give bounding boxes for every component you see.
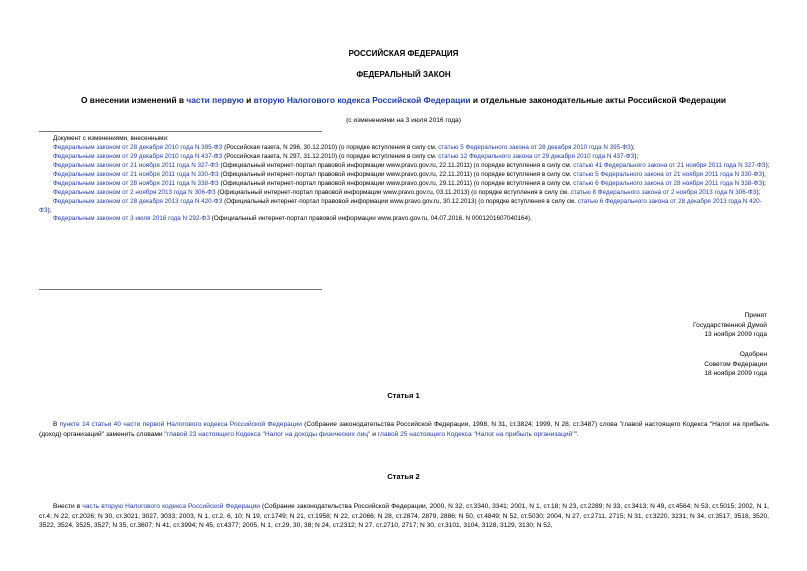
change-article-link[interactable]: статью 12 Федерального закона от 29 декабря 2010 года N 437-ФЗ [438,152,635,160]
change-tail: ); [762,179,766,187]
a1-text-b: (Собрание законодательства Российской Федерации, 1998, N 31, ст.3824; 1999, N 28, ст.3487) слова "главой настоящего Кодекса "Налог на прибыль (доход) организаций" заменить словами " [39,421,769,438]
article-2-paragraph [39,502,769,531]
a1-link-chapter-23[interactable]: главой 23 настоящего Кодекса "Налог на доходы физических лиц" [166,430,371,438]
a1-link-chapter-25[interactable]: главой 25 настоящего Кодекса "Налог на прибыль организаций" [377,430,575,438]
change-tail: ); [47,206,52,214]
change-law-link[interactable]: Федеральным законом от 28 ноября 2011 года N 338-ФЗ [53,179,219,187]
change-law-link[interactable]: Федеральным законом от 2 ноября 2013 года N 306-ФЗ [53,188,216,196]
approved-line-3: 18 ноября 2009 года [704,370,767,378]
change-article-link[interactable]: статью 6 Федерального закона от 28 декабря 2013 года N 420-ФЗ [39,197,762,214]
approved-line-2: Советом Федерации [704,360,767,368]
change-law-link[interactable]: Федеральным законом от 3 июля 2016 года N 292-ФЗ [53,215,211,223]
change-text: (Официальный интернет-портал правовой информации www.pravo.gov.ru, 03.11.2013) (о порядке вступления в силу см. [215,188,571,196]
change-item [39,198,774,216]
approved-line-1: Одобрен [739,351,767,358]
adopted-line-2: Государственной Думой [693,321,767,329]
change-item [39,162,774,171]
change-item [39,171,774,180]
change-item [39,189,774,198]
a1-text-a: В [53,421,60,428]
revision-subtitle: (с изменениями на 3 июля 2016 года) [346,117,461,124]
change-item [39,153,774,162]
country-heading: РОССИЙСКАЯ ФЕДЕРАЦИЯ [348,49,459,58]
change-item [39,180,774,189]
change-law-link[interactable]: Федеральным законом от 29 декабря 2010 года N 437-ФЗ [53,152,223,160]
change-text: (Официальный интернет-портал правовой информации www.pravo.gov.ru, 30.12.2013) (о порядке вступления в силу см. [222,197,578,205]
adopted-line-3: 13 ноября 2009 года [704,331,767,339]
adopted-block [693,311,767,340]
title-post: и отдельные законодательные акты Российской Федерации [470,95,727,105]
title-link-part-two[interactable]: вторую Налогового кодекса Российской Федерации [253,95,471,105]
change-text: (Российская газета, N 296, 30.12.2010) (о порядке вступления в силу см. [222,143,439,151]
law-type-heading: ФЕДЕРАЛЬНЫЙ ЗАКОН [356,70,451,79]
change-article-link[interactable]: статью 5 Федерального закона от 21 ноября 2011 года N 330-ФЗ [573,170,763,178]
change-text: (Российская газета, N 297, 31.12.2010) (о порядке вступления в силу см. [222,152,439,160]
changes-bottom-rule [39,289,322,290]
title-pre: О внесении изменений в [80,95,187,105]
article-2-heading: Статья 2 [387,472,420,481]
a2-text-b: (Собрание законодательства Российской Федерации, 2000, N 32, ст.3340, 3341; 2001, N 1, ст.18; N 23, ст.2289; N 33, ст.3413; N 49, ст.4564; N 53, ст.5015; 2002, N 1, ст.4; N 22, ст.2026; N 30, ст.3021, 3027, 3033; 2003, N 1, ст.2, 6, 10; N 19, ст.1749; N 21, ст.1958; N 22, ст.2066; N 28, ст.2874, 2879, 2886; N 50, ст.4849; N 52, ст.5030; 2004, N 27, ст.2711, 2715; N 31, ст.3220, 3231; N 34, ст.3517, 3518, 3520, 3522, 3524, 3525, 3527; N 35, ст.3607; N 41, ст.3994; N 45, ст.4377; 2005, N 1, ст.29, 30, 38; N 24, ст.2312; N 27, ст.2710, 2717; N 30, ст.3101, 3104, 3128, 3129, 3130; N 52, [39,503,770,530]
change-text: (Официальный интернет-портал правовой информации www.pravo.gov.ru, 22.11.2011) (о порядке вступления в силу см. [218,161,574,169]
change-law-link[interactable]: Федеральным законом от 28 декабря 2010 года N 395-ФЗ [53,143,223,151]
article-1-heading: Статья 1 [387,391,420,400]
change-law-link[interactable]: Федеральным законом от 21 ноября 2011 года N 327-ФЗ [53,161,219,169]
a1-text-c: и [370,430,378,438]
a1-link-point-14[interactable]: пункте 14 статьи 40 части первой Налогового кодекса Российской Федерации [59,421,302,428]
change-item [39,144,774,153]
change-article-link[interactable]: статью 6 Федерального закона от 28 ноября 2011 года N 338-ФЗ [573,179,763,187]
a2-text-a: Внести в [53,503,83,510]
changes-top-rule [39,131,322,132]
change-article-link[interactable]: статью 8 Федерального закона от 2 ноября 2013 года N 306-ФЗ [570,188,757,196]
change-text: (Официальный интернет-портал правовой информации www.pravo.gov.ru, 29.11.2011) (о порядке вступления в силу см. [218,179,574,187]
change-tail: ); [630,143,635,151]
change-tail: ); [765,161,770,169]
change-article-link[interactable]: статью 5 Федерального закона от 28 декабря 2010 года N 395-ФЗ [438,143,631,151]
change-law-link[interactable]: Федеральным законом от 21 ноября 2011 года N 330-ФЗ [53,170,219,178]
title-link-part-one[interactable]: части первую [186,95,244,105]
a1-text-d: ". [574,430,579,438]
change-text: (Официальный интернет-портал правовой информации www.pravo.gov.ru, 22.11.2011) (о порядке вступления в силу см. [218,170,574,178]
change-item [39,215,774,224]
adopted-line-1: Принят [744,312,767,319]
change-tail: ); [634,152,639,160]
approved-block [704,350,767,379]
change-tail: ); [756,188,761,196]
change-tail: ); [762,170,766,178]
a2-link-part-two[interactable]: часть вторую Налогового кодекса Российской Федерации [82,503,260,510]
article-1-paragraph [39,420,769,439]
changes-list [39,135,774,224]
changes-lead: Документ с изменениями, внесенными: [53,135,169,142]
law-title [0,95,807,106]
title-mid: и [243,95,254,105]
change-text: (Официальный интернет-портал правовой информации www.pravo.gov.ru, 04.07.2016, N 0001201607040164). [210,215,532,223]
change-article-link[interactable]: статью 41 Федерального закона от 21 ноября 2011 года N 327-ФЗ [573,161,766,169]
change-law-link[interactable]: Федеральным законом от 28 декабря 2013 года N 420-ФЗ [53,197,223,205]
